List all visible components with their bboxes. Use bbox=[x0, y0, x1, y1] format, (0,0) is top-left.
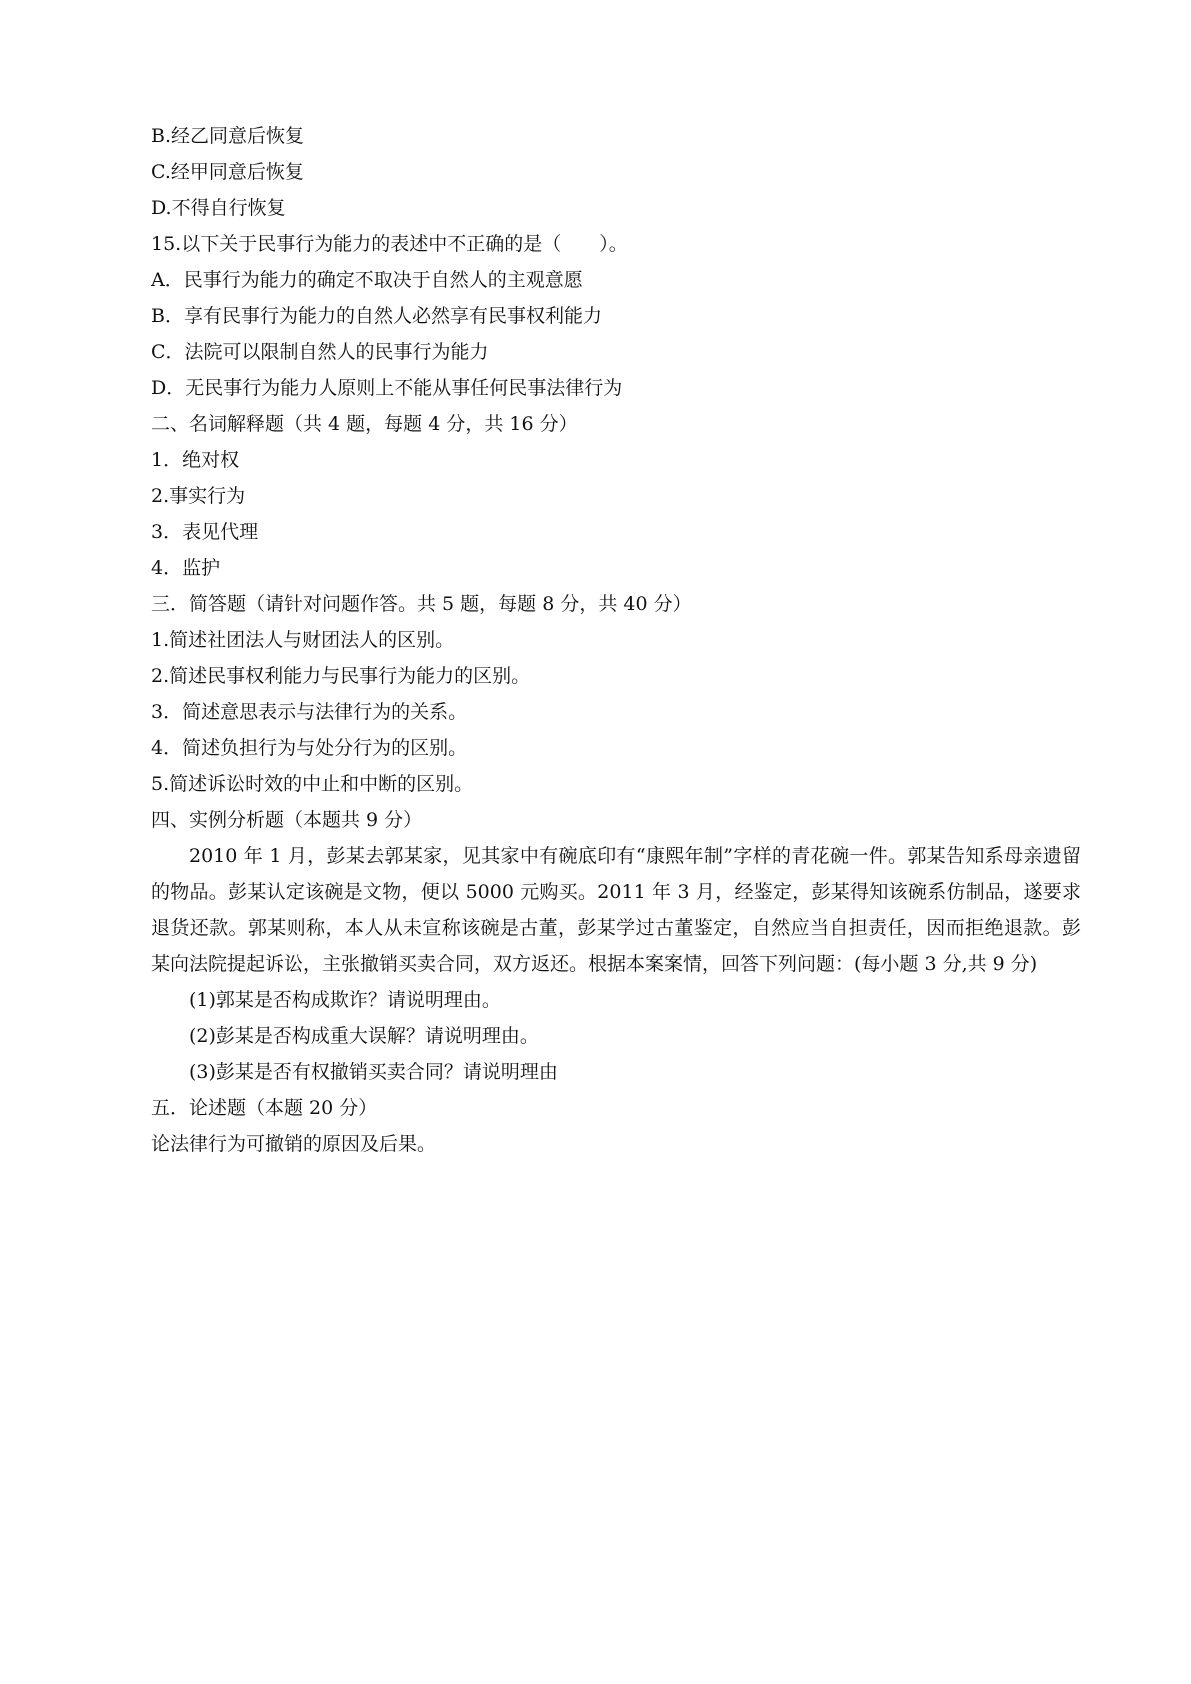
section4-question-3: (3)彭某是否有权撤销买卖合同？请说明理由 bbox=[189, 1061, 558, 1083]
q15-option-a: A．民事行为能力的确定不取决于自然人的主观意愿 bbox=[151, 269, 583, 291]
exam-content bbox=[151, 118, 1081, 1162]
section3-item-5: 5.简述诉讼时效的中止和中断的区别。 bbox=[151, 773, 474, 795]
q14-option-b: B.经乙同意后恢复 bbox=[151, 125, 305, 147]
q14-option-d: D.不得自行恢复 bbox=[151, 197, 286, 219]
section2-item-1: 1．绝对权 bbox=[151, 449, 240, 471]
section2-item-4: 4．监护 bbox=[151, 557, 221, 579]
section5-heading: 五．论述题（本题 20 分） bbox=[151, 1097, 378, 1119]
q15-option-c: C．法院可以限制自然人的民事行为能力 bbox=[151, 341, 489, 363]
section3-heading: 三．简答题（请针对问题作答。共 5 题，每题 8 分，共 40 分） bbox=[151, 593, 692, 615]
section2-item-3: 3．表见代理 bbox=[151, 521, 259, 543]
q15-option-b: B．享有民事行为能力的自然人必然享有民事权利能力 bbox=[151, 305, 602, 327]
section4-heading: 四、实例分析题（本题共 9 分） bbox=[151, 809, 423, 831]
section2-item-2: 2.事实行为 bbox=[151, 485, 246, 507]
section4-question-1: (1)郭某是否构成欺诈？请说明理由。 bbox=[189, 989, 501, 1011]
section4-case-text: 2010 年 1 月，彭某去郭某家，见其家中有碗底印有“康熙年制”字样的青花碗一件。郭某告知系母亲遗留的物品。彭某认定该碗是文物，便以 5000 元购买。2011 年 3 月，经鉴定，彭某得知该碗系仿制品，遂要求退货还款。郭某则称，本人从未宣称该碗是古董，彭某学过古董鉴定，自然应当自担责任，因而拒绝退款。彭某向法院提起诉讼，主张撤销买卖合同，双方返还。根据本案案情，回答下列问题：(每小题 3 分,共 9 分) bbox=[151, 845, 1081, 975]
q14-option-c: C.经甲同意后恢复 bbox=[151, 161, 304, 183]
section3-item-3: 3．简述意思表示与法律行为的关系。 bbox=[151, 701, 468, 723]
q15-option-d: D．无民事行为能力人原则上不能从事任何民事法律行为 bbox=[151, 377, 623, 399]
q15-stem: 15.以下关于民事行为能力的表述中不正确的是（ ）。 bbox=[151, 233, 628, 255]
section3-item-2: 2.简述民事权利能力与民事行为能力的区别。 bbox=[151, 665, 531, 687]
section3-item-1: 1.简述社团法人与财团法人的区别。 bbox=[151, 629, 455, 651]
section2-heading: 二、名词解释题（共 4 题，每题 4 分，共 16 分） bbox=[151, 413, 578, 435]
section5-prompt: 论法律行为可撤销的原因及后果。 bbox=[151, 1133, 437, 1155]
section4-question-2: (2)彭某是否构成重大误解？请说明理由。 bbox=[189, 1025, 539, 1047]
section3-item-4: 4．简述负担行为与处分行为的区别。 bbox=[151, 737, 468, 759]
